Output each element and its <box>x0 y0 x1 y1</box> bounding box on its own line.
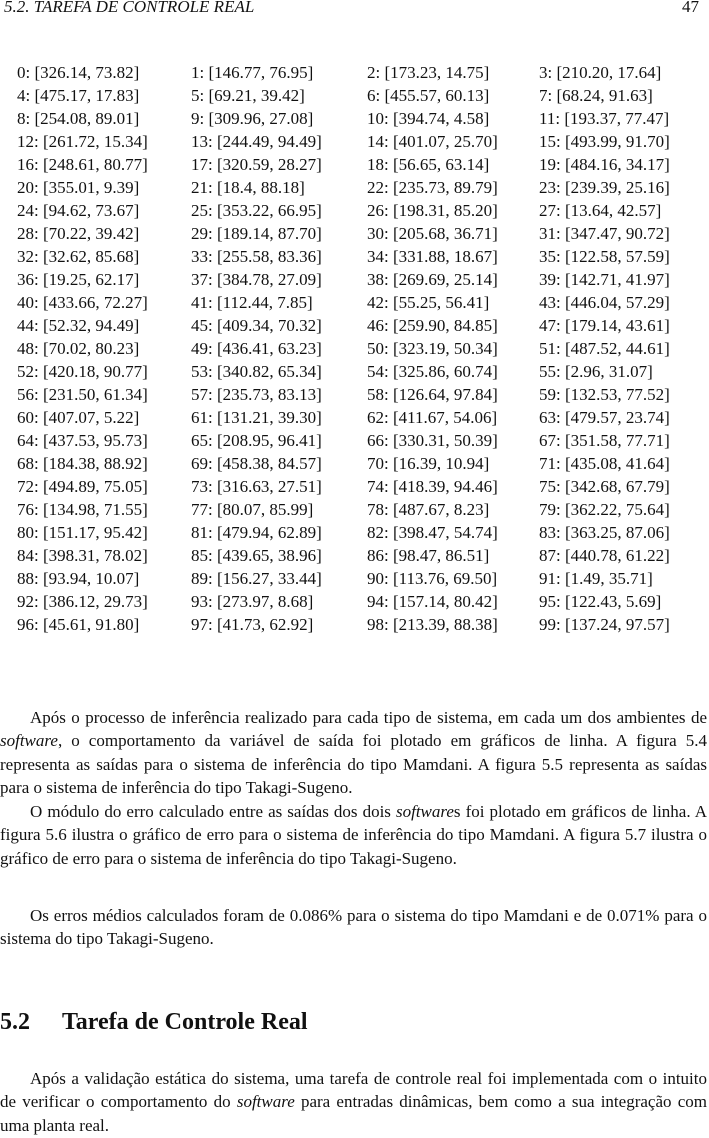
coordinate-row <box>17 567 707 590</box>
coordinate-entry: 83: [363.25, 87.06] <box>539 523 670 542</box>
coordinate-entry: 12: [261.72, 15.34] <box>17 132 148 151</box>
coordinate-entry: 29: [189.14, 87.70] <box>191 224 322 243</box>
coordinate-entry: 90: [113.76, 69.50] <box>367 569 498 588</box>
coordinate-entry: 77: [80.07, 85.99] <box>191 500 314 519</box>
coordinate-entry: 34: [331.88, 18.67] <box>367 247 498 266</box>
coordinate-row <box>17 130 707 153</box>
coordinate-entry: 44: [52.32, 94.49] <box>17 316 140 335</box>
coordinate-entry: 14: [401.07, 25.70] <box>367 132 498 151</box>
coordinate-entry: 27: [13.64, 42.57] <box>539 201 662 220</box>
coordinate-entry: 1: [146.77, 76.95] <box>191 63 314 82</box>
coordinate-entry: 93: [273.97, 8.68] <box>191 592 314 611</box>
coordinate-entry: 57: [235.73, 83.13] <box>191 385 322 404</box>
coordinate-entry: 25: [353.22, 66.95] <box>191 201 322 220</box>
coordinate-entry: 76: [134.98, 71.55] <box>17 500 148 519</box>
coordinate-entry: 56: [231.50, 61.34] <box>17 385 148 404</box>
coordinate-entry: 64: [437.53, 95.73] <box>17 431 148 450</box>
coordinate-entry: 79: [362.22, 75.64] <box>539 500 670 519</box>
coordinate-entry: 97: [41.73, 62.92] <box>191 615 314 634</box>
coordinate-entry: 49: [436.41, 63.23] <box>191 339 322 358</box>
paragraph-text: s foi plotado em gráficos de linha. A figura 5.6 ilustra o gráfico de erro para o sistema de inferência do tipo Mamdani. A figura 5.7 ilustra o gráfico de erro para o sistema de inferência do tipo Takagi-Sugeno. <box>0 802 707 868</box>
coordinate-entry: 18: [56.65, 63.14] <box>367 155 490 174</box>
coordinate-entry: 21: [18.4, 88.18] <box>191 178 305 197</box>
coordinate-entry: 41: [112.44, 7.85] <box>191 293 313 312</box>
coordinate-entry: 68: [184.38, 88.92] <box>17 454 148 473</box>
coordinate-row <box>17 222 707 245</box>
coordinate-row <box>17 61 707 84</box>
coordinate-entry: 99: [137.24, 97.57] <box>539 615 670 634</box>
coordinate-entry: 20: [355.01, 9.39] <box>17 178 140 197</box>
coordinate-row <box>17 245 707 268</box>
coordinate-entry: 35: [122.58, 57.59] <box>539 247 670 266</box>
coordinate-entry: 96: [45.61, 91.80] <box>17 615 140 634</box>
paragraph-text: Após a validação estática do sistema, uma tarefa de controle real foi implementada com o intuito de verificar o comportamento do <box>0 1069 707 1112</box>
coordinate-row <box>17 107 707 130</box>
section-title: Tarefa de Controle Real <box>62 1009 308 1035</box>
coordinate-row <box>17 521 707 544</box>
coordinate-entry: 85: [439.65, 38.96] <box>191 546 322 565</box>
coordinate-row <box>17 268 707 291</box>
emphasis-software: software <box>236 1092 295 1112</box>
coordinate-entry: 46: [259.90, 84.85] <box>367 316 498 335</box>
coordinate-entry: 48: [70.02, 80.23] <box>17 339 140 358</box>
coordinate-entry: 30: [205.68, 36.71] <box>367 224 498 243</box>
emphasis-software: software <box>0 731 58 751</box>
coordinate-entry: 66: [330.31, 50.39] <box>367 431 498 450</box>
coordinate-entry: 63: [479.57, 23.74] <box>539 408 670 427</box>
coordinate-row <box>17 429 707 452</box>
coordinate-entry: 60: [407.07, 5.22] <box>17 408 140 427</box>
coordinate-entry: 52: [420.18, 90.77] <box>17 362 148 381</box>
coordinate-row <box>17 590 707 613</box>
coordinate-entry: 70: [16.39, 10.94] <box>367 454 490 473</box>
coordinate-entry: 84: [398.31, 78.02] <box>17 546 148 565</box>
coordinate-row <box>17 199 707 222</box>
coordinate-entry: 42: [55.25, 56.41] <box>367 293 490 312</box>
coordinate-entry: 22: [235.73, 89.79] <box>367 178 498 197</box>
coordinate-entry: 59: [132.53, 77.52] <box>539 385 670 404</box>
coordinate-entry: 86: [98.47, 86.51] <box>367 546 490 565</box>
coordinate-entry: 51: [487.52, 44.61] <box>539 339 670 358</box>
coordinate-entry: 38: [269.69, 25.14] <box>367 270 498 289</box>
coordinate-row <box>17 314 707 337</box>
coordinate-entry: 31: [347.47, 90.72] <box>539 224 670 243</box>
coordinate-entry: 40: [433.66, 72.27] <box>17 293 148 312</box>
coordinate-entry: 75: [342.68, 67.79] <box>539 477 670 496</box>
coordinate-entry: 15: [493.99, 91.70] <box>539 132 670 151</box>
coordinate-entry: 74: [418.39, 94.46] <box>367 477 498 496</box>
coordinate-row <box>17 291 707 314</box>
coordinate-row <box>17 475 707 498</box>
section-heading <box>0 1009 308 1036</box>
coordinate-list <box>17 61 707 636</box>
coordinate-entry: 33: [255.58, 83.36] <box>191 247 322 266</box>
coordinate-entry: 8: [254.08, 89.01] <box>17 109 140 128</box>
coordinate-entry: 24: [94.62, 73.67] <box>17 201 140 220</box>
coordinate-row <box>17 544 707 567</box>
coordinate-entry: 13: [244.49, 94.49] <box>191 132 322 151</box>
page-number: 47 <box>682 0 699 16</box>
coordinate-entry: 80: [151.17, 95.42] <box>17 523 148 542</box>
coordinate-entry: 10: [394.74, 4.58] <box>367 109 490 128</box>
coordinate-entry: 4: [475.17, 17.83] <box>17 86 140 105</box>
coordinate-entry: 26: [198.31, 85.20] <box>367 201 498 220</box>
coordinate-entry: 5: [69.21, 39.42] <box>191 86 305 105</box>
paragraph-text: , o comportamento da variável de saída foi plotado em gráficos de linha. A figura 5.4 representa as saídas para o sistema de inferência do tipo Mamdani. A figura 5.5 representa as saídas para o sistema de inferência do tipo Takagi-Sugeno. <box>0 731 707 798</box>
coordinate-entry: 45: [409.34, 70.32] <box>191 316 322 335</box>
coordinate-entry: 72: [494.89, 75.05] <box>17 477 148 496</box>
paragraph-mean-errors: Os erros médios calculados foram de 0.086% para o sistema do tipo Mamdani e de 0.071% para o sistema do tipo Takagi-Sugeno. <box>0 906 707 949</box>
coordinate-entry: 92: [386.12, 29.73] <box>17 592 148 611</box>
coordinate-entry: 94: [157.14, 80.42] <box>367 592 498 611</box>
coordinate-entry: 73: [316.63, 27.51] <box>191 477 322 496</box>
coordinate-entry: 88: [93.94, 10.07] <box>17 569 140 588</box>
coordinate-entry: 61: [131.21, 39.30] <box>191 408 322 427</box>
coordinate-entry: 43: [446.04, 57.29] <box>539 293 670 312</box>
coordinate-entry: 81: [479.94, 62.89] <box>191 523 322 542</box>
coordinate-entry: 47: [179.14, 43.61] <box>539 316 670 335</box>
coordinate-entry: 9: [309.96, 27.08] <box>191 109 314 128</box>
coordinate-row <box>17 360 707 383</box>
coordinate-entry: 65: [208.95, 96.41] <box>191 431 322 450</box>
coordinate-entry: 82: [398.47, 54.74] <box>367 523 498 542</box>
coordinate-entry: 54: [325.86, 60.74] <box>367 362 498 381</box>
coordinate-entry: 2: [173.23, 14.75] <box>367 63 490 82</box>
coordinate-entry: 17: [320.59, 28.27] <box>191 155 322 174</box>
coordinate-entry: 95: [122.43, 5.69] <box>539 592 662 611</box>
paragraph-text: para entradas dinâmicas, bem como a sua integração com uma planta real. <box>0 1092 707 1135</box>
coordinate-entry: 6: [455.57, 60.13] <box>367 86 490 105</box>
coordinate-entry: 78: [487.67, 8.23] <box>367 500 490 519</box>
coordinate-row <box>17 498 707 521</box>
coordinate-entry: 53: [340.82, 65.34] <box>191 362 322 381</box>
coordinate-entry: 19: [484.16, 34.17] <box>539 155 670 174</box>
coordinate-entry: 23: [239.39, 25.16] <box>539 178 670 197</box>
coordinate-row <box>17 406 707 429</box>
coordinate-entry: 0: [326.14, 73.82] <box>17 63 140 82</box>
paragraph-real-control-task <box>0 1067 707 1137</box>
coordinate-row <box>17 176 707 199</box>
coordinate-entry: 71: [435.08, 41.64] <box>539 454 670 473</box>
coordinate-entry: 87: [440.78, 61.22] <box>539 546 670 565</box>
coordinate-entry: 89: [156.27, 33.44] <box>191 569 322 588</box>
coordinate-entry: 69: [458.38, 84.57] <box>191 454 322 473</box>
coordinate-entry: 7: [68.24, 91.63] <box>539 86 653 105</box>
coordinate-row <box>17 383 707 406</box>
coordinate-entry: 91: [1.49, 35.71] <box>539 569 653 588</box>
coordinate-entry: 11: [193.37, 77.47] <box>539 109 670 128</box>
running-header-title: 5.2. TAREFA DE CONTROLE REAL <box>4 0 255 16</box>
coordinate-row <box>17 84 707 107</box>
coordinate-entry: 3: [210.20, 17.64] <box>539 63 662 82</box>
paragraph-inference-outputs <box>0 706 707 800</box>
coordinate-row <box>17 613 707 636</box>
coordinate-entry: 28: [70.22, 39.42] <box>17 224 140 243</box>
coordinate-entry: 98: [213.39, 88.38] <box>367 615 498 634</box>
paragraph-text: O módulo do erro calculado entre as saídas dos dois <box>30 802 396 821</box>
coordinate-entry: 36: [19.25, 62.17] <box>17 270 140 289</box>
section-number: 5.2 <box>0 1009 30 1035</box>
coordinate-entry: 62: [411.67, 54.06] <box>367 408 498 427</box>
coordinate-entry: 67: [351.58, 77.71] <box>539 431 670 450</box>
coordinate-entry: 37: [384.78, 27.09] <box>191 270 322 289</box>
coordinate-entry: 32: [32.62, 85.68] <box>17 247 140 266</box>
paragraph-error-plots <box>0 800 707 870</box>
running-header <box>4 0 705 19</box>
paragraph-text: Após o processo de inferência realizado para cada tipo de sistema, em cada um dos ambientes de <box>30 708 707 727</box>
coordinate-row <box>17 452 707 475</box>
emphasis-software: software <box>395 802 454 821</box>
coordinate-row <box>17 153 707 176</box>
coordinate-entry: 39: [142.71, 41.97] <box>539 270 670 289</box>
coordinate-entry: 50: [323.19, 50.34] <box>367 339 498 358</box>
coordinate-row <box>17 337 707 360</box>
coordinate-entry: 16: [248.61, 80.77] <box>17 155 148 174</box>
coordinate-entry: 55: [2.96, 31.07] <box>539 362 653 381</box>
coordinate-entry: 58: [126.64, 97.84] <box>367 385 498 404</box>
